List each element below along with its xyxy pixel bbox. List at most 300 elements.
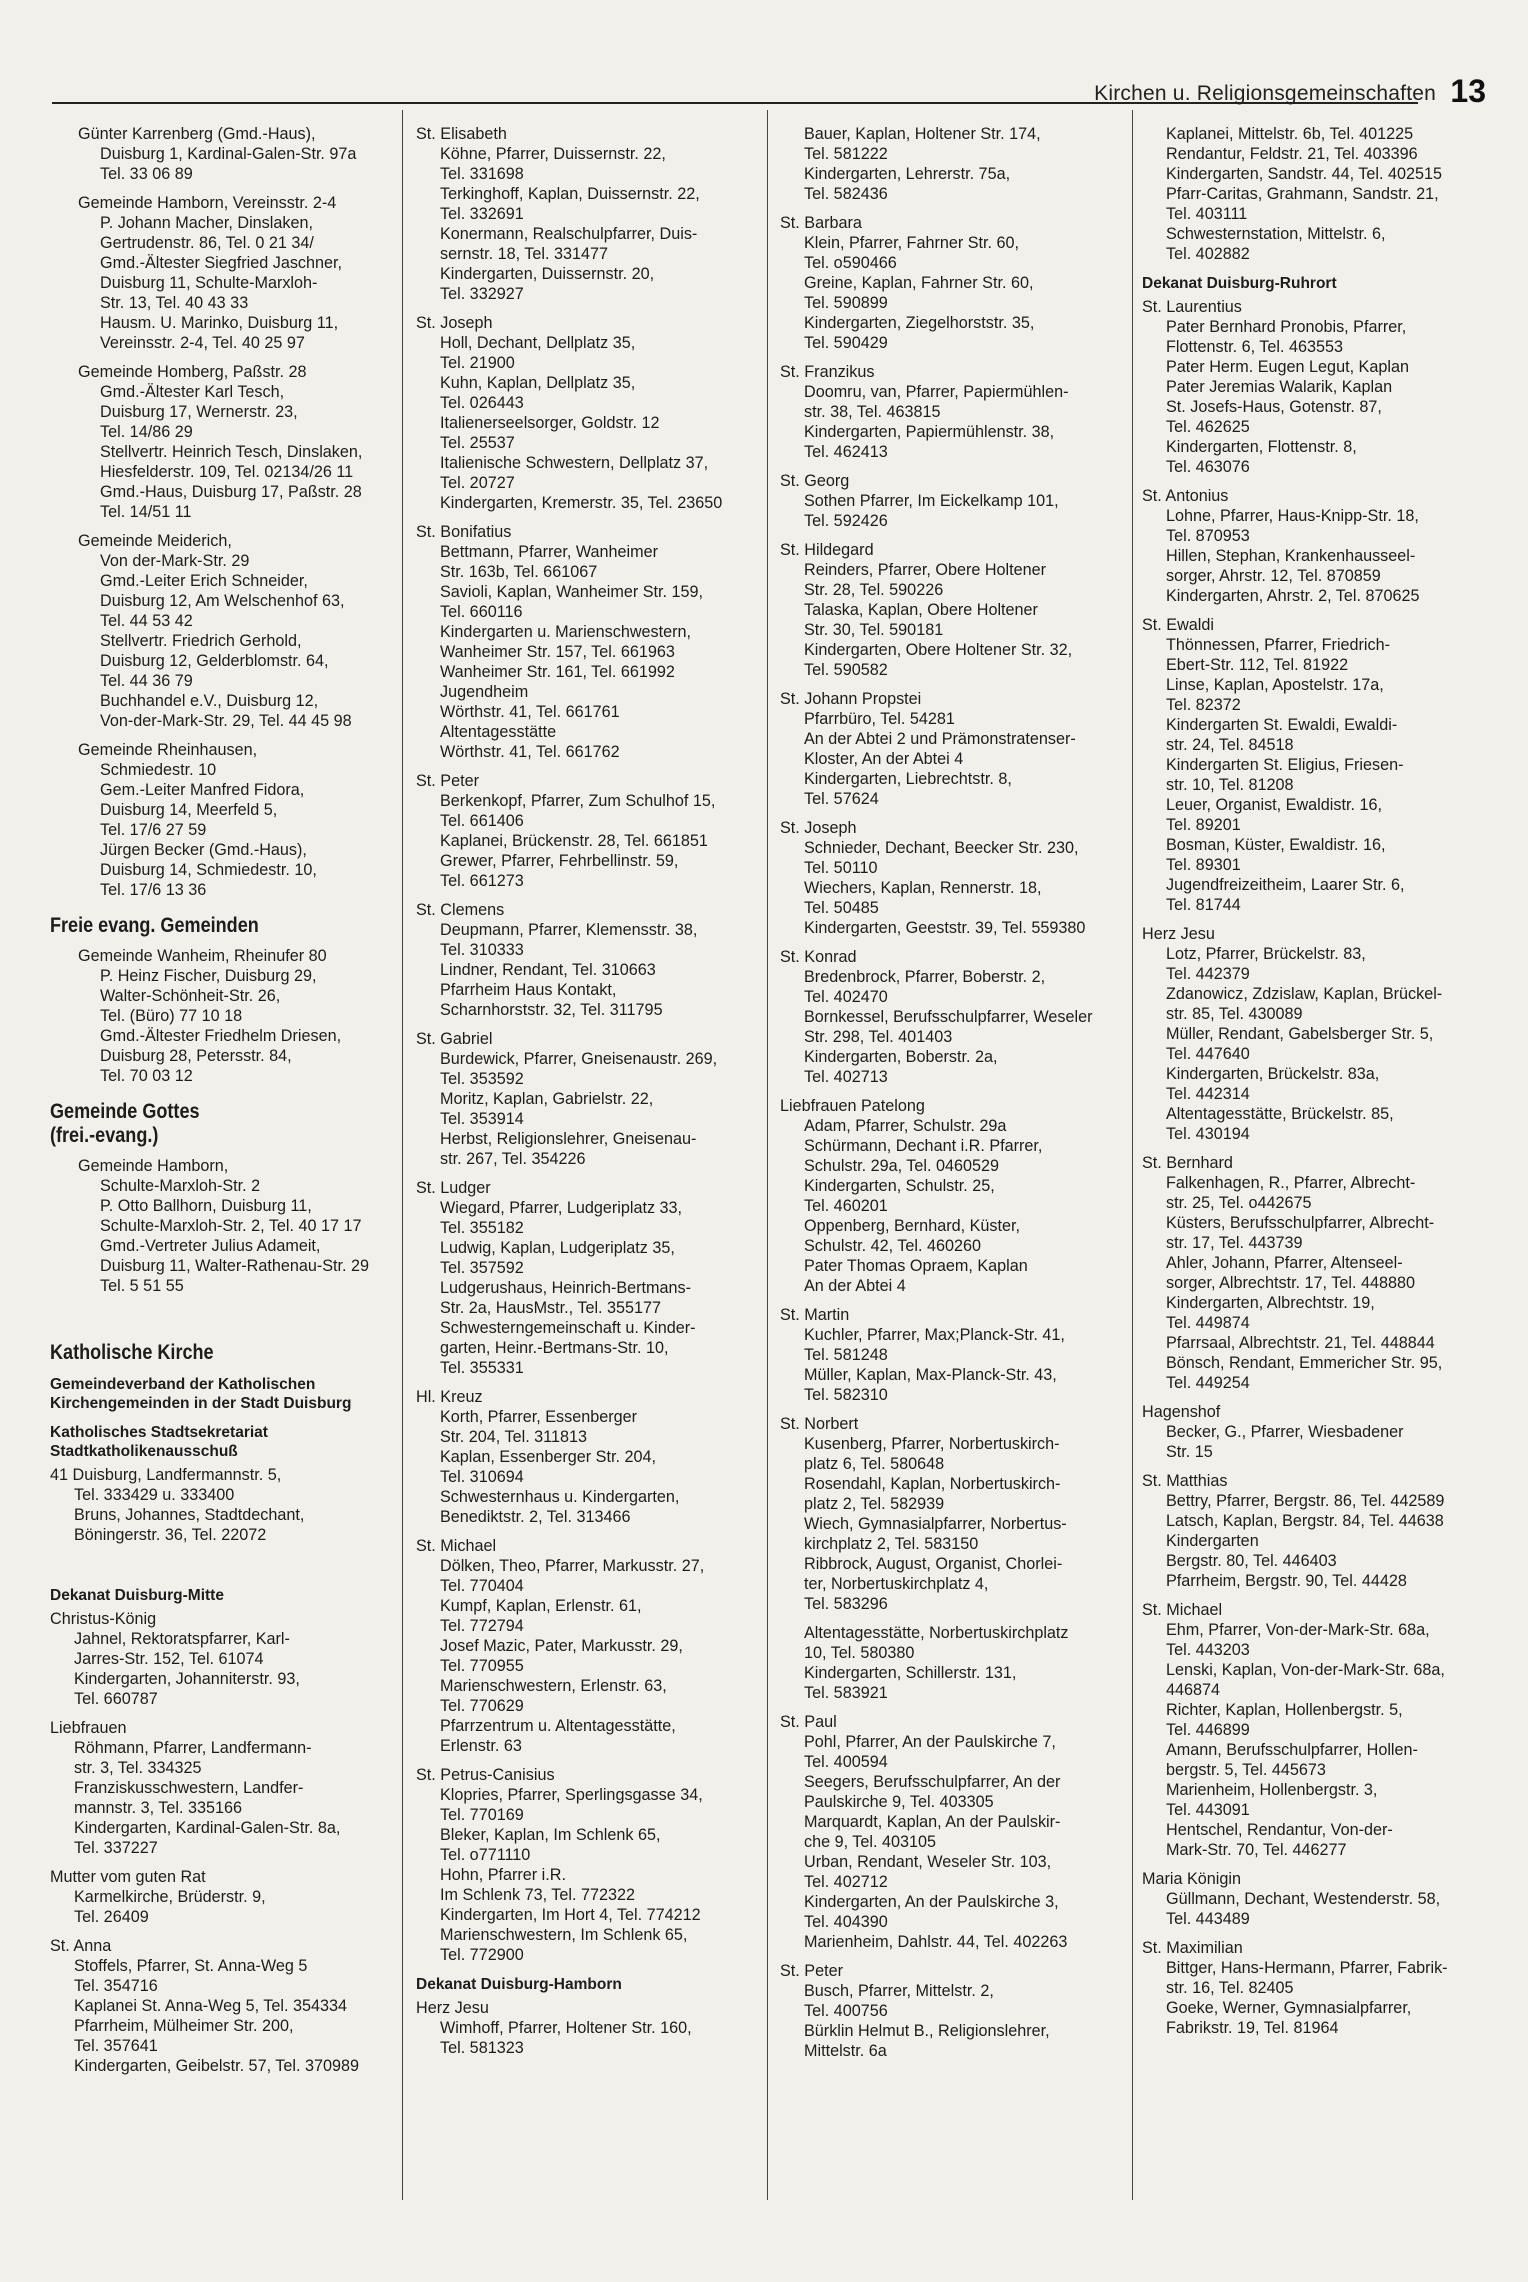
entry-line: Tel. 332927 <box>440 285 524 303</box>
entry-line: Tel. o590466 <box>804 254 897 272</box>
entry-title: Mutter vom guten Rat <box>50 1868 206 1886</box>
entry-line: Dekanat Duisburg-Ruhrort <box>1142 275 1337 292</box>
entry-line: Pfarrzentrum u. Altentagesstätte, <box>440 1717 676 1735</box>
spacer <box>50 1305 396 1327</box>
entry-line: Schwesterngemeinschaft u. Kinder- <box>440 1319 696 1337</box>
entry-line: Schwesternhaus u. Kindergarten, <box>440 1488 680 1506</box>
entry-title: St. Bernhard <box>1142 1154 1233 1172</box>
entry-line: 446874 <box>1166 1681 1221 1699</box>
entry-title: St. Peter <box>416 772 479 790</box>
entry-line: Sothen Pfarrer, Im Eickelkamp 101, <box>804 492 1059 510</box>
entry-line: Tel. 443203 <box>1166 1641 1250 1659</box>
entry-line: Tel. 460201 <box>804 1197 888 1215</box>
entry-line: Duisburg 14, Meerfeld 5, <box>100 801 278 819</box>
entry-line: bergstr. 5, Tel. 445673 <box>1166 1761 1326 1779</box>
entry-line: Tel. 443489 <box>1166 1910 1250 1928</box>
entry-line: Amann, Berufsschulpfarrer, Hollen- <box>1166 1741 1418 1759</box>
entry-line: Kindergarten, Johanniterstr. 93, <box>74 1670 300 1688</box>
entry-line: Hillen, Stephan, Krankenhausseel- <box>1166 547 1416 565</box>
entry-line: Pfarrsaal, Albrechtstr. 21, Tel. 448844 <box>1166 1334 1435 1352</box>
entry-line: Terkinghoff, Kaplan, Duissernstr. 22, <box>440 185 700 203</box>
entry-line: Tel. 355182 <box>440 1219 524 1237</box>
entry-title: St. Konrad <box>780 948 857 966</box>
directory-entry <box>50 1718 396 1858</box>
entry-line: Bornkessel, Berufsschulpfarrer, Weseler <box>804 1008 1093 1026</box>
entry-line: Ebert-Str. 112, Tel. 81922 <box>1166 656 1349 674</box>
entry-line: Kindergarten, Schulstr. 25, <box>804 1177 995 1195</box>
entry-line: Vereinsstr. 2-4, Tel. 40 25 97 <box>100 334 305 352</box>
entry-line: Ludgerushaus, Heinrich-Bertmans- <box>440 1279 692 1297</box>
entry-line: Stellvertr. Friedrich Gerhold, <box>100 632 302 650</box>
entry-line: Gemeinde Gottes <box>50 1100 200 1123</box>
entry-title: St. Maximilian <box>1142 1939 1243 1957</box>
entry-title: Gemeinde Homberg, Paßstr. 28 <box>78 363 307 381</box>
entry-line: Bredenbrock, Pfarrer, Boberstr. 2, <box>804 968 1046 986</box>
entry-line: Duisburg 12, Gelderblomstr. 64, <box>100 652 329 670</box>
entry-line: Kaplanei, Brückenstr. 28, Tel. 661851 <box>440 832 708 850</box>
entry-line: Schulte-Marxloh-Str. 2, Tel. 40 17 17 <box>100 1217 362 1235</box>
directory-entry <box>50 193 396 353</box>
entry-line: Kindergarten, Obere Holtener Str. 32, <box>804 641 1073 659</box>
entry-line: Tel. 310694 <box>440 1468 524 1486</box>
entry-line: Kindergarten, Duissernstr. 20, <box>440 265 655 283</box>
entry-line: Schulstr. 29a, Tel. 0460529 <box>804 1157 999 1175</box>
entry-line: Tel. 81744 <box>1166 896 1241 914</box>
entry-line: Tel. 402882 <box>1166 245 1250 263</box>
subsection-heading <box>416 1975 761 1994</box>
entry-line: Tel. 581323 <box>440 2039 524 2057</box>
entry-line: Kindergarten <box>1166 1532 1259 1550</box>
directory-entry <box>416 1178 761 1378</box>
entry-line: Altentagesstätte, Norbertuskirchplatz <box>804 1624 1069 1642</box>
directory-entry <box>780 362 1126 462</box>
entry-line: Josef Mazic, Pater, Markusstr. 29, <box>440 1637 683 1655</box>
entry-line: Holl, Dechant, Dellplatz 35, <box>440 334 636 352</box>
entry-line: Pater Bernhard Pronobis, Pfarrer, <box>1166 318 1407 336</box>
entry-line: platz 6, Tel. 580648 <box>804 1455 945 1473</box>
entry-line: Schnieder, Dechant, Beecker Str. 230, <box>804 839 1079 857</box>
entry-line: Str. 298, Tel. 401403 <box>804 1028 953 1046</box>
entry-line: Rendantur, Feldstr. 21, Tel. 403396 <box>1166 145 1418 163</box>
entry-line: Tel. 582436 <box>804 185 888 203</box>
entry-line: Kuchler, Pfarrer, Max;Planck-Str. 41, <box>804 1326 1065 1344</box>
entry-line: Kindergarten St. Ewaldi, Ewaldi- <box>1166 716 1398 734</box>
entry-line: Tel. 590899 <box>804 294 888 312</box>
entry-title: Liebfrauen Patelong <box>780 1097 925 1115</box>
directory-entry <box>416 1387 761 1527</box>
entry-title: St. Bonifatius <box>416 523 512 541</box>
directory-entry <box>416 1998 761 2058</box>
directory-entry <box>780 124 1126 204</box>
entry-line: Italienerseelsorger, Goldstr. 12 <box>440 414 660 432</box>
directory-entry <box>1142 1471 1488 1591</box>
entry-line: str. 3, Tel. 334325 <box>74 1759 202 1777</box>
entry-line: Kloster, An der Abtei 4 <box>804 750 964 768</box>
entry-line: Pater Thomas Opraem, Kaplan <box>804 1257 1028 1275</box>
entry-title: St. Norbert <box>780 1415 859 1433</box>
entry-line: Urban, Rendant, Weseler Str. 103, <box>804 1853 1052 1871</box>
entry-line: Gmd.-Ältester Friedhelm Driesen, <box>100 1027 342 1045</box>
entry-line: Linse, Kaplan, Apostelstr. 17a, <box>1166 676 1384 694</box>
entry-title: St. Michael <box>1142 1601 1223 1619</box>
entry-line: Wimhoff, Pfarrer, Holtener Str. 160, <box>440 2019 692 2037</box>
entry-title: St. Martin <box>780 1306 850 1324</box>
entry-line: Altentagesstätte, Brückelstr. 85, <box>1166 1105 1394 1123</box>
directory-entry <box>780 1414 1126 1614</box>
entry-line: Kindergarten, Lehrerstr. 75a, <box>804 165 1011 183</box>
entry-line: Bosman, Küster, Ewaldistr. 16, <box>1166 836 1386 854</box>
entry-line: Str. 2a, HausMstr., Tel. 355177 <box>440 1299 662 1317</box>
directory-entry <box>416 1536 761 1756</box>
entry-title: Herz Jesu <box>416 1999 489 2017</box>
entry-line: Karmelkirche, Brüderstr. 9, <box>74 1888 266 1906</box>
entry-line: Tel. 442314 <box>1166 1085 1250 1103</box>
entry-line: Bergstr. 80, Tel. 446403 <box>1166 1552 1337 1570</box>
entry-line: Kirchengemeinden in der Stadt Duisburg <box>50 1395 352 1412</box>
entry-line: Gertrudenstr. 86, Tel. 0 21 34/ <box>100 234 314 252</box>
entry-line: Tel. 5 51 55 <box>100 1277 184 1295</box>
entry-line: Ehm, Pfarrer, Von-der-Mark-Str. 68a, <box>1166 1621 1430 1639</box>
entry-line: Zdanowicz, Zdzislaw, Kaplan, Brückel- <box>1166 985 1443 1003</box>
entry-line: An der Abtei 4 <box>804 1277 906 1295</box>
entry-line: Korth, Pfarrer, Essenberger <box>440 1408 638 1426</box>
entry-line: Duisburg 11, Schulte-Marxloh- <box>100 274 318 292</box>
entry-line: platz 2, Tel. 582939 <box>804 1495 945 1513</box>
entry-line: Jahnel, Rektoratspfarrer, Karl- <box>74 1630 290 1648</box>
entry-line: Gem.-Leiter Manfred Fidora, <box>100 781 305 799</box>
entry-line: P. Otto Ballhorn, Duisburg 11, <box>100 1197 312 1215</box>
entry-line: Benediktstr. 2, Tel. 313466 <box>440 1508 631 1526</box>
subsection-heading <box>50 1375 396 1413</box>
entry-line: Tel. 20727 <box>440 474 515 492</box>
entry-line: Becker, G., Pfarrer, Wiesbadener <box>1166 1423 1404 1441</box>
entry-line: str. 10, Tel. 81208 <box>1166 776 1294 794</box>
entry-line: Ahler, Johann, Pfarrer, Altenseel- <box>1166 1254 1403 1272</box>
entry-line: Italienische Schwestern, Dellplatz 37, <box>440 454 709 472</box>
entry-line: Reinders, Pfarrer, Obere Holtener <box>804 561 1047 579</box>
entry-line: Ludwig, Kaplan, Ludgeriplatz 35, <box>440 1239 675 1257</box>
entry-line: Fabrikstr. 19, Tel. 81964 <box>1166 2019 1339 2037</box>
entry-line: Kaplanei St. Anna-Weg 5, Tel. 354334 <box>74 1997 347 2015</box>
entry-line: Gmd.-Haus, Duisburg 17, Paßstr. 28 <box>100 483 362 501</box>
entry-line: Deupmann, Pfarrer, Klemensstr. 38, <box>440 921 698 939</box>
directory-entry <box>780 471 1126 531</box>
entry-line: Kindergarten, Schillerstr. 131, <box>804 1664 1017 1682</box>
directory-entry <box>780 1096 1126 1296</box>
entry-line: Erlenstr. 63 <box>440 1737 522 1755</box>
column-divider <box>402 110 403 2200</box>
entry-line: Tel. o771110 <box>440 1846 531 1864</box>
entry-title: Maria Königin <box>1142 1870 1241 1888</box>
directory-entry <box>1142 297 1488 477</box>
entry-line: Tel. 660116 <box>440 603 523 621</box>
entry-line: Tel. 17/6 27 59 <box>100 821 207 839</box>
entry-line: Müller, Rendant, Gabelsberger Str. 5, <box>1166 1025 1434 1043</box>
entry-line: Grewer, Pfarrer, Fehrbellinstr. 59, <box>440 852 679 870</box>
entry-title: 41 Duisburg, Landfermannstr. 5, <box>50 1466 282 1484</box>
entry-line: Goeke, Werner, Gymnasialpfarrer, <box>1166 1999 1412 2017</box>
entry-line: Duisburg 11, Walter-Rathenau-Str. 29 <box>100 1257 370 1275</box>
entry-line: Str. 30, Tel. 590181 <box>804 621 944 639</box>
entry-title: Gemeinde Wanheim, Rheinufer 80 <box>78 947 327 965</box>
directory-entry <box>50 362 396 522</box>
entry-line: Thönnessen, Pfarrer, Friedrich- <box>1166 636 1391 654</box>
entry-line: Kindergarten, Kremerstr. 35, Tel. 23650 <box>440 494 723 512</box>
entry-line: Dölken, Theo, Pfarrer, Markusstr. 27, <box>440 1557 705 1575</box>
directory-entry <box>1142 486 1488 606</box>
section-heading <box>50 1341 348 1365</box>
entry-line: Bürklin Helmut B., Religionslehrer, <box>804 2022 1050 2040</box>
entry-line: Tel. 430194 <box>1166 1125 1250 1143</box>
directory-entry <box>1142 615 1488 915</box>
entry-line: Wiegard, Pfarrer, Ludgeriplatz 33, <box>440 1199 683 1217</box>
entry-line: Burdewick, Pfarrer, Gneisenaustr. 269, <box>440 1050 718 1068</box>
entry-line: Wiech, Gymnasialpfarrer, Norbertus- <box>804 1515 1067 1533</box>
entry-title: St. Elisabeth <box>416 125 507 143</box>
entry-line: Bauer, Kaplan, Holtener Str. 174, <box>804 125 1041 143</box>
entry-line: che 9, Tel. 403105 <box>804 1833 937 1851</box>
entry-line: Tel. 462625 <box>1166 418 1250 436</box>
directory-entry <box>416 900 761 1020</box>
entry-line: str. 17, Tel. 443739 <box>1166 1234 1303 1252</box>
entry-line: Gmd.-Vertreter Julius Adameit, <box>100 1237 321 1255</box>
entry-line: Str. 204, Tel. 311813 <box>440 1428 587 1446</box>
entry-line: Duisburg 17, Wernerstr. 23, <box>100 403 298 421</box>
entry-line: Kindergarten, Boberstr. 2a, <box>804 1048 998 1066</box>
entry-line: Von der-Mark-Str. 29 <box>100 552 250 570</box>
entry-line: Hentschel, Rendantur, Von-der- <box>1166 1821 1393 1839</box>
entry-line: Tel. 462413 <box>804 443 888 461</box>
entry-line: Mark-Str. 70, Tel. 446277 <box>1166 1841 1347 1859</box>
entry-line: Schürmann, Dechant i.R. Pfarrer, <box>804 1137 1043 1155</box>
entry-line: Pater Jeremias Walarik, Kaplan <box>1166 378 1393 396</box>
entry-line: Wörthstr. 41, Tel. 661761 <box>440 703 620 721</box>
entry-line: Str. 15 <box>1166 1443 1213 1461</box>
entry-title: St. Laurentius <box>1142 298 1242 316</box>
entry-line: Bettmann, Pfarrer, Wanheimer <box>440 543 659 561</box>
entry-line: Walter-Schönheit-Str. 26, <box>100 987 281 1005</box>
entry-line: Paulskirche 9, Tel. 403305 <box>804 1793 994 1811</box>
spacer <box>50 1554 396 1576</box>
entry-title: St. Ludger <box>416 1179 491 1197</box>
directory-entry <box>416 1765 761 1965</box>
entry-line: Wanheimer Str. 157, Tel. 661963 <box>440 643 675 661</box>
entry-line: Tel. 870953 <box>1166 527 1250 545</box>
entry-line: Tel. 463076 <box>1166 458 1250 476</box>
entry-line: str. 16, Tel. 82405 <box>1166 1979 1294 1997</box>
entry-line: str. 267, Tel. 354226 <box>440 1150 586 1168</box>
entry-title: St. Ewaldi <box>1142 616 1214 634</box>
entry-line: Marquardt, Kaplan, An der Paulskir- <box>804 1813 1061 1831</box>
entry-line: Von-der-Mark-Str. 29, Tel. 44 45 98 <box>100 712 352 730</box>
entry-line: Tel. 44 36 79 <box>100 672 193 690</box>
entry-line: Kindergarten, Geibelstr. 57, Tel. 370989 <box>74 2057 359 2075</box>
directory-column-1 <box>50 124 396 2085</box>
entry-line: Tel. 402470 <box>804 988 888 1006</box>
entry-line: Kindergarten, An der Paulskirche 3, <box>804 1893 1059 1911</box>
entry-line: Tel. 770404 <box>440 1577 524 1595</box>
directory-entry <box>780 947 1126 1087</box>
entry-line: Franziskusschwestern, Landfer- <box>74 1779 304 1797</box>
entry-line: Tel. 331698 <box>440 165 524 183</box>
entry-line: Tel. 355331 <box>440 1359 524 1377</box>
entry-line: Schmiedestr. 10 <box>100 761 217 779</box>
entry-line: Tel. 449254 <box>1166 1374 1250 1392</box>
entry-line: Pfarrbüro, Tel. 54281 <box>804 710 955 728</box>
directory-entry <box>50 531 396 731</box>
entry-line: Falkenhagen, R., Pfarrer, Albrecht- <box>1166 1174 1416 1192</box>
entry-line: Stadtkatholikenausschuß <box>50 1443 238 1460</box>
directory-entry <box>416 771 761 891</box>
directory-entry <box>1142 924 1488 1144</box>
section-heading <box>50 914 348 938</box>
entry-line: Tel. 25537 <box>440 434 515 452</box>
directory-entry <box>416 522 761 762</box>
entry-line: Schulstr. 42, Tel. 460260 <box>804 1237 981 1255</box>
entry-line: Hausm. U. Marinko, Duisburg 11, <box>100 314 339 332</box>
entry-line: str. 25, Tel. o442675 <box>1166 1194 1312 1212</box>
entry-line: Kindergarten St. Eligius, Friesen- <box>1166 756 1404 774</box>
entry-line: sorger, Albrechtstr. 17, Tel. 448880 <box>1166 1274 1415 1292</box>
entry-line: Tel. 82372 <box>1166 696 1241 714</box>
entry-title: Hl. Kreuz <box>416 1388 483 1406</box>
entry-line: Jugendfreizeitheim, Laarer Str. 6, <box>1166 876 1405 894</box>
entry-line: Scharnhorststr. 32, Tel. 311795 <box>440 1001 663 1019</box>
column-divider <box>1132 110 1133 2200</box>
entry-title: Liebfrauen <box>50 1719 127 1737</box>
entry-line: Tel. 357641 <box>74 2037 158 2055</box>
directory-entry <box>1142 1938 1488 2038</box>
entry-line: Tel. 772794 <box>440 1617 524 1635</box>
entry-line: garten, Heinr.-Bertmans-Str. 10, <box>440 1339 669 1357</box>
entry-line: Tel. 26409 <box>74 1908 149 1926</box>
directory-entry <box>780 689 1126 809</box>
entry-line: Rosendahl, Kaplan, Norbertuskirch- <box>804 1475 1061 1493</box>
entry-line: Wiechers, Kaplan, Rennerstr. 18, <box>804 879 1042 897</box>
entry-line: Pfarrheim, Bergstr. 90, Tel. 44428 <box>1166 1572 1407 1590</box>
entry-line: Kindergarten, Geeststr. 39, Tel. 559380 <box>804 919 1086 937</box>
entry-line: Küsters, Berufsschulpfarrer, Albrecht- <box>1166 1214 1435 1232</box>
entry-line: Kindergarten, Ahrstr. 2, Tel. 870625 <box>1166 587 1420 605</box>
entry-line: Tel. 772900 <box>440 1946 524 1964</box>
entry-line: Lenski, Kaplan, Von-der-Mark-Str. 68a, <box>1166 1661 1445 1679</box>
page-number: 13 <box>1450 73 1486 109</box>
entry-line: Tel. 443091 <box>1166 1801 1250 1819</box>
entry-line: Kusenberg, Pfarrer, Norbertuskirch- <box>804 1435 1060 1453</box>
entry-line: Tel. 402712 <box>804 1873 888 1891</box>
directory-entry <box>50 1609 396 1709</box>
section-title: Kirchen u. Religionsgemeinschaften <box>1094 82 1436 105</box>
entry-line: Kindergarten, Ziegelhorststr. 35, <box>804 314 1035 332</box>
entry-line: Str. 13, Tel. 40 43 33 <box>100 294 249 312</box>
entry-line: Wanheimer Str. 161, Tel. 661992 <box>440 663 675 681</box>
entry-line: Gmd.-Ältester Karl Tesch, <box>100 383 285 401</box>
entry-line: Tel. 353592 <box>440 1070 524 1088</box>
entry-line: Gmd.-Ältester Siegfried Jaschner, <box>100 254 343 272</box>
entry-line: Stoffels, Pfarrer, St. Anna-Weg 5 <box>74 1957 308 1975</box>
entry-line: str. 85, Tel. 430089 <box>1166 1005 1303 1023</box>
entry-line: Tel. 590582 <box>804 661 888 679</box>
directory-entry <box>780 540 1126 680</box>
directory-entry <box>780 1305 1126 1405</box>
entry-line: Tel. 447640 <box>1166 1045 1250 1063</box>
entry-title: Gemeinde Meiderich, <box>78 532 232 550</box>
entry-line: Latsch, Kaplan, Bergstr. 84, Tel. 44638 <box>1166 1512 1444 1530</box>
entry-line: Altentagesstätte <box>440 723 557 741</box>
entry-line: Tel. 333429 u. 333400 <box>74 1486 235 1504</box>
entry-title: St. Clemens <box>416 901 505 919</box>
entry-line: sernstr. 18, Tel. 331477 <box>440 245 608 263</box>
entry-line: Katholische Kirche <box>50 1341 214 1364</box>
entry-line: Tel. 449874 <box>1166 1314 1250 1332</box>
entry-line: Tel. 442379 <box>1166 965 1250 983</box>
entry-line: Kindergarten, Liebrechtstr. 8, <box>804 770 1012 788</box>
entry-title: St. Hildegard <box>780 541 874 559</box>
entry-line: Güllmann, Dechant, Westenderstr. 58, <box>1166 1890 1441 1908</box>
directory-entry <box>1142 1869 1488 1929</box>
entry-line: Talaska, Kaplan, Obere Holtener <box>804 601 1038 619</box>
entry-line: Buchhandel e.V., Duisburg 12, <box>100 692 319 710</box>
entry-line: Hohn, Pfarrer i.R. <box>440 1866 566 1884</box>
directory-entry <box>50 946 396 1086</box>
entry-line: Tel. 14/51 11 <box>100 503 192 521</box>
entry-line: Flottenstr. 6, Tel. 463553 <box>1166 338 1343 356</box>
entry-line: Röhmann, Pfarrer, Landfermann- <box>74 1739 312 1757</box>
entry-line: Köhne, Pfarrer, Duissernstr. 22, <box>440 145 666 163</box>
entry-line: Str. 163b, Tel. 661067 <box>440 563 598 581</box>
entry-line: Busch, Pfarrer, Mittelstr. 2, <box>804 1982 994 2000</box>
entry-line: Tel. 404390 <box>804 1913 888 1931</box>
entry-line: Pater Herm. Eugen Legut, Kaplan <box>1166 358 1409 376</box>
directory-entry <box>50 1465 396 1545</box>
entry-line: Kindergarten, Flottenstr. 8, <box>1166 438 1357 456</box>
entry-line: Greine, Kaplan, Fahrner Str. 60, <box>804 274 1034 292</box>
entry-line: Tel. 403111 <box>1166 205 1248 223</box>
entry-line: Müller, Kaplan, Max-Planck-Str. 43, <box>804 1366 1057 1384</box>
entry-line: Kindergarten, Albrechtstr. 19, <box>1166 1294 1375 1312</box>
entry-line: Tel. 400756 <box>804 2002 888 2020</box>
entry-line: Tel. 89301 <box>1166 856 1241 874</box>
directory-entry <box>780 1712 1126 1952</box>
entry-line: Kindergarten u. Marienschwestern, <box>440 623 692 641</box>
entry-line: Böningerstr. 36, Tel. 22072 <box>74 1526 267 1544</box>
entry-line: Gmd.-Leiter Erich Schneider, <box>100 572 308 590</box>
subsection-heading <box>50 1586 396 1605</box>
entry-line: Duisburg 12, Am Welschenhof 63, <box>100 592 345 610</box>
directory-entry <box>50 1156 396 1296</box>
entry-line: str. 38, Tel. 463815 <box>804 403 941 421</box>
entry-line: Tel. 17/6 13 36 <box>100 881 207 899</box>
subsection-heading <box>1142 274 1488 293</box>
entry-line: Bittger, Hans-Hermann, Pfarrer, Fabrik- <box>1166 1959 1448 1977</box>
entry-line: Richter, Kaplan, Hollenbergstr. 5, <box>1166 1701 1403 1719</box>
entry-line: Tel. 582310 <box>804 1386 888 1404</box>
entry-line: Tel. 770169 <box>440 1806 524 1824</box>
entry-line: Tel. 89201 <box>1166 816 1241 834</box>
entry-line: Tel. 402713 <box>804 1068 888 1086</box>
entry-line: Ribbrock, August, Organist, Chorlei- <box>804 1555 1063 1573</box>
entry-line: Dekanat Duisburg-Mitte <box>50 1587 224 1604</box>
entry-line: Tel. 581248 <box>804 1346 888 1364</box>
entry-title: Gemeinde Hamborn, Vereinsstr. 2-4 <box>78 194 337 212</box>
directory-entry <box>780 818 1126 938</box>
entry-line: Kindergarten, Sandstr. 44, Tel. 402515 <box>1166 165 1442 183</box>
entry-line: Pfarrheim, Mülheimer Str. 200, <box>74 2017 294 2035</box>
entry-line: ter, Norbertuskirchplatz 4, <box>804 1575 989 1593</box>
directory-entry <box>50 1867 396 1927</box>
entry-line: Jürgen Becker (Gmd.-Haus), <box>100 841 307 859</box>
subsection-heading <box>50 1423 396 1461</box>
